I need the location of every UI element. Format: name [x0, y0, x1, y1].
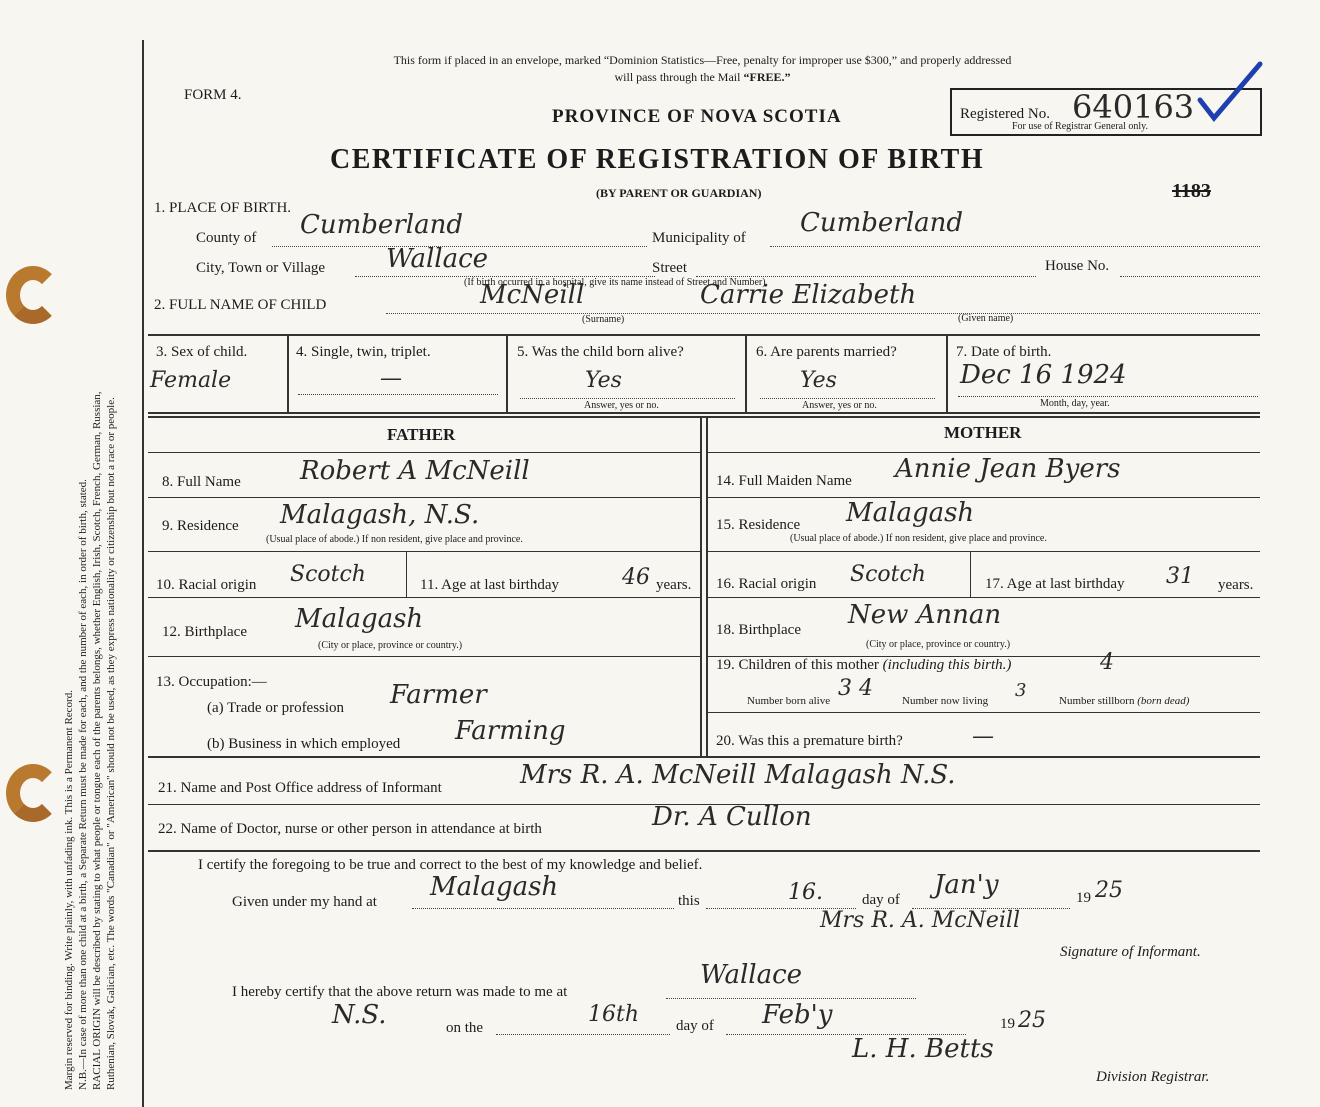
father-residence-label: 9. Residence	[162, 518, 239, 534]
margin-rule	[142, 40, 144, 1107]
given-under-hand-label: Given under my hand at	[232, 894, 377, 910]
margin-line-1: Margin reserved for binding. Write plainly, with unfading ink. This is a Permanent Record.	[63, 690, 75, 1090]
this-label: this	[678, 893, 700, 909]
business-label: (b) Business in which employed	[207, 736, 401, 752]
mother-residence-value: Malagash	[846, 498, 975, 528]
registered-no-label: Registered No.	[960, 106, 1050, 122]
certificate-subtitle: (BY PARENT OR GUARDIAN)	[596, 186, 762, 200]
mother-residence-note: (Usual place of abode.) If non resident, give place and province.	[790, 533, 1047, 544]
mother-age-years: years.	[1218, 577, 1254, 593]
mother-birthplace-label: 18. Birthplace	[716, 622, 801, 638]
certify-line: I certify the foregoing to be true and correct to the best of my knowledge and belief.	[198, 857, 703, 873]
registrar-place-value: Wallace	[700, 960, 803, 990]
registrar-province-value: N.S.	[332, 1000, 387, 1030]
single-twin-value: —	[380, 366, 402, 391]
father-age-years: years.	[656, 577, 692, 593]
city-value: Wallace	[386, 244, 489, 274]
dob-value: Dec 16 1924	[960, 360, 1127, 390]
father-birthplace-label: 12. Birthplace	[162, 624, 247, 640]
mother-race-label: 16. Racial origin	[716, 576, 817, 592]
father-birthplace-value: Malagash	[295, 604, 424, 634]
children-label: 19. Children of this mother (including this birth.)	[716, 657, 1012, 673]
registrar-year-prefix: 19	[1000, 1016, 1015, 1032]
father-residence-note: (Usual place of abode.) If non resident, give place and province.	[266, 534, 523, 545]
child-given-name: Carrie Elizabeth	[700, 280, 917, 310]
now-living-value: 3	[1015, 680, 1027, 701]
registrar-day-of-label: day of	[676, 1018, 714, 1034]
day-of-label: day of	[862, 892, 900, 908]
form-number: FORM 4.	[184, 87, 242, 103]
surname-note: (Surname)	[582, 314, 625, 325]
father-race-value: Scotch	[290, 562, 366, 587]
trade-value: Farmer	[390, 680, 487, 710]
mother-race-value: Scotch	[850, 562, 926, 587]
given-place-value: Malagash	[430, 872, 559, 902]
mother-birthplace-value: New Annan	[848, 600, 1002, 630]
born-alive-note: Answer, yes or no.	[584, 400, 659, 411]
margin-line-3: RACIAL ORIGIN will be described by stating to what people or tongue each of the parents belongs, whether English, Irish, Scotch, French, German, Russian,	[91, 391, 103, 1090]
hospital-note: (If birth occurred in a hospital, give its name instead of Street and Number)	[464, 277, 766, 288]
premature-label: 20. Was this a premature birth?	[716, 733, 903, 749]
doctor-value: Dr. A Cullon	[652, 802, 812, 832]
year-prefix: 19	[1076, 890, 1091, 906]
informant-signature: Mrs R. A. McNeill	[820, 908, 1020, 933]
registrar-signature: L. H. Betts	[852, 1034, 994, 1064]
mother-residence-label: 15. Residence	[716, 517, 801, 533]
father-name-label: 8. Full Name	[162, 474, 241, 490]
father-heading: FATHER	[387, 425, 456, 444]
mother-heading: MOTHER	[944, 423, 1022, 442]
house-no-label: House No.	[1045, 258, 1110, 274]
parents-married-label: 6. Are parents married?	[756, 344, 897, 360]
province-title: PROVINCE OF NOVA SCOTIA	[552, 106, 842, 127]
father-age-value: 46	[622, 565, 650, 590]
margin-line-2: N.B.—In case of more than one child at a birth, a Separate Return must be made for each, and the number of each, in order of birth, stated.	[77, 479, 89, 1090]
mother-name-label: 14. Full Maiden Name	[716, 473, 852, 489]
street-label: Street	[652, 260, 687, 276]
mail-notice: This form if placed in an envelope, marked “Dominion Statistics—Free, penalty for improper use $300,” and properly addressed will pass through the Mail “FREE.”	[393, 53, 1012, 84]
registrar-label: Division Registrar.	[1096, 1069, 1210, 1085]
mother-age-label: 17. Age at last birthday	[985, 576, 1125, 592]
mother-birthplace-note: (City or place, province or country.)	[866, 639, 1011, 650]
municipality-label: Municipality of	[652, 230, 746, 246]
registrar-year-value: 25	[1018, 1008, 1046, 1033]
children-value: 4	[1100, 650, 1114, 675]
father-name-value: Robert A McNeill	[300, 456, 530, 486]
corner-mark: 1183	[1172, 180, 1211, 202]
child-name-label: 2. FULL NAME OF CHILD	[154, 297, 327, 313]
informant-label: 21. Name and Post Office address of Informant	[158, 780, 442, 796]
parents-married-note: Answer, yes or no.	[802, 400, 877, 411]
city-label: City, Town or Village	[196, 260, 326, 276]
father-birthplace-note: (City or place, province or country.)	[318, 640, 463, 651]
father-age-label: 11. Age at last birthday	[420, 577, 559, 593]
premature-value: —	[972, 724, 994, 749]
trade-label: (a) Trade or profession	[207, 700, 345, 716]
informant-value: Mrs R. A. McNeill Malagash N.S.	[520, 760, 956, 790]
mother-name-value: Annie Jean Byers	[895, 454, 1121, 484]
registrar-month-value: Feb'y	[762, 1000, 833, 1030]
certificate-title: CERTIFICATE OF REGISTRATION OF BIRTH	[330, 144, 985, 175]
sex-label: 3. Sex of child.	[156, 344, 248, 360]
municipality-value: Cumberland	[800, 208, 963, 238]
signature-label: Signature of Informant.	[1060, 944, 1201, 960]
registrar-line: I hereby certify that the above return was made to me at	[232, 984, 568, 1000]
mother-age-value: 31	[1166, 564, 1194, 589]
on-the-label: on the	[446, 1020, 484, 1036]
parents-married-value: Yes	[800, 368, 837, 393]
registered-no-note: For use of Registrar General only.	[1012, 121, 1148, 132]
dob-label: 7. Date of birth.	[956, 344, 1052, 360]
born-alive-count-value: 3 4	[838, 676, 873, 701]
county-label: County of	[196, 230, 257, 246]
binding-hole-top	[6, 266, 60, 324]
margin-text	[62, 40, 118, 1090]
born-alive-value: Yes	[585, 368, 622, 393]
check-mark-icon	[1196, 60, 1266, 135]
born-alive-count-label: Number born alive	[747, 695, 831, 707]
father-race-label: 10. Racial origin	[156, 577, 257, 593]
place-of-birth-label: 1. PLACE OF BIRTH.	[154, 200, 292, 216]
given-month-value: Jan'y	[934, 870, 999, 900]
county-value: Cumberland	[300, 210, 463, 240]
registered-no-value: 640163	[1072, 88, 1195, 126]
registrar-day-value: 16th	[588, 1002, 640, 1027]
stillborn-label: Number stillborn (born dead)	[1059, 695, 1190, 707]
given-name-note: (Given name)	[958, 313, 1014, 324]
given-year-value: 25	[1095, 878, 1123, 903]
sex-value: Female	[150, 368, 232, 393]
doctor-label: 22. Name of Doctor, nurse or other person in attendance at birth	[158, 821, 542, 837]
business-value: Farming	[455, 716, 566, 746]
now-living-label: Number now living	[902, 695, 989, 707]
given-day-value: 16.	[788, 880, 823, 905]
father-residence-value: Malagash, N.S.	[280, 500, 480, 530]
child-surname: McNeill	[480, 280, 585, 310]
margin-line-4: Ruthenian, Slovak, Galician, etc. The words "Canadian" or "American" should not be used, as they express nationality or citizenship but not a race or people.	[105, 397, 117, 1090]
occupation-label: 13. Occupation:—	[156, 674, 267, 690]
binding-hole-bottom	[6, 764, 60, 822]
dob-note: Month, day, year.	[1040, 398, 1110, 409]
single-twin-label: 4. Single, twin, triplet.	[296, 344, 431, 360]
born-alive-label: 5. Was the child born alive?	[517, 344, 684, 360]
